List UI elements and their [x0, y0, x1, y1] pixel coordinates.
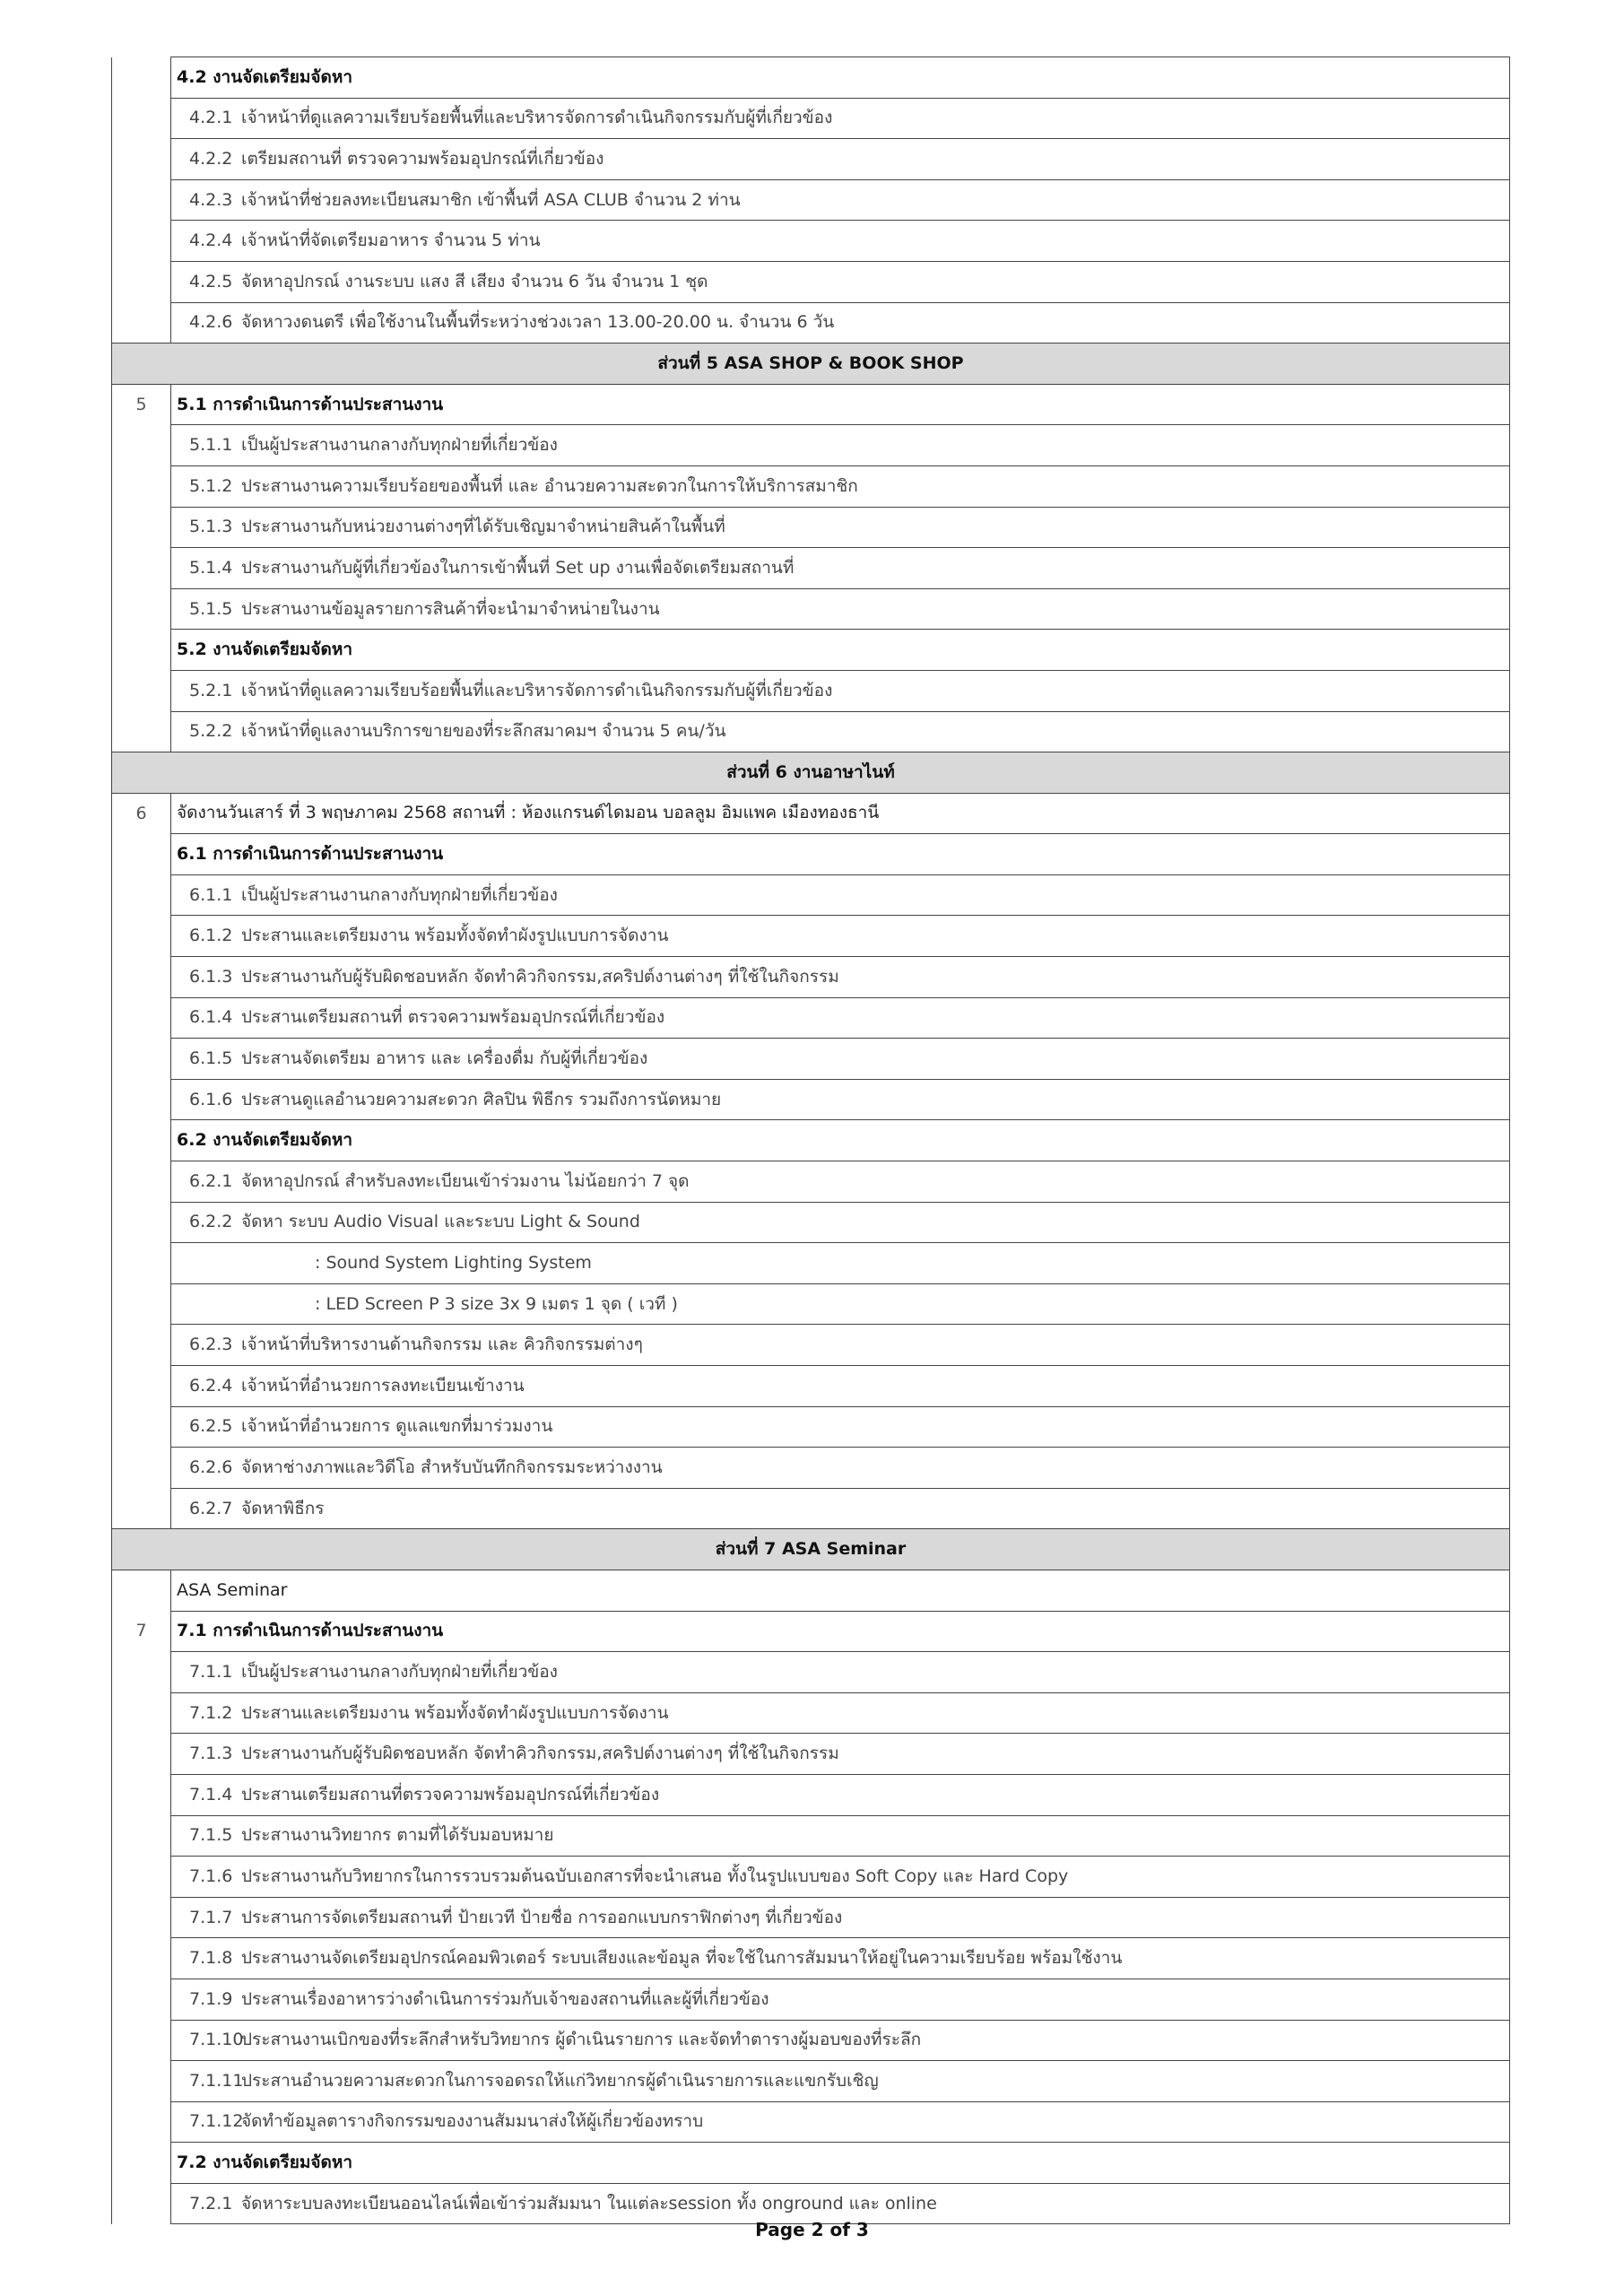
- section-number: [112, 1448, 171, 1489]
- item-text: จัดหาอุปกรณ์ สำหรับลงทะเบียนเข้าร่วมงาน ไม่น้อยกว่า 7 จุด: [241, 1170, 690, 1191]
- section-number: [112, 1570, 171, 1611]
- task-row: [112, 1406, 1510, 1448]
- task-row: [112, 1202, 1510, 1243]
- item-code: 6.2.4: [189, 1375, 233, 1396]
- item-text: ประสานงานกับผู้ที่เกี่ยวข้องในการเข้าพื้นที่ Set up งานเพื่อจัดเตรียมสถานที่: [241, 557, 795, 578]
- row-content: [171, 1202, 1510, 1243]
- task-row: [112, 997, 1510, 1039]
- section-number: [112, 957, 171, 998]
- task-row: [112, 711, 1510, 752]
- row-content: [171, 1857, 1510, 1898]
- item-code: 6.1.3: [189, 966, 233, 987]
- task-row: [112, 916, 1510, 957]
- section-number: [112, 302, 171, 344]
- item-code: 7.1.12: [189, 2111, 244, 2132]
- section-number: [112, 711, 171, 752]
- item-text: 5.2 งานจัดเตรียมจัดหา: [177, 639, 353, 660]
- section-header: ส่วนที่ 6 งานอาษาไนท์: [112, 752, 1510, 794]
- item-text: จัดงานวันเสาร์ ที่ 3 พฤษภาคม 2568 สถานที่ : ห้องแกรนด์ไดมอน บอลลูม อิมแพค เมืองทองธานี: [177, 803, 880, 823]
- section-number: [112, 1325, 171, 1366]
- item-code: 5.1.1: [189, 435, 233, 456]
- row-content: [171, 1692, 1510, 1734]
- row-content: [171, 1079, 1510, 1120]
- item-code: 7.1.11: [189, 2070, 244, 2091]
- heading-row: [112, 834, 1510, 875]
- item-code: 7.1.6: [189, 1866, 233, 1886]
- row-content: [171, 2143, 1510, 2184]
- task-row: [112, 1039, 1510, 1080]
- task-row: [112, 1692, 1510, 1734]
- task-row: [112, 179, 1510, 221]
- row-content: [171, 1774, 1510, 1815]
- task-row: [112, 2061, 1510, 2102]
- item-text: ประสานงานกับหน่วยงานต่างๆที่ได้รับเชิญมาจำหน่ายสินค้าในพื้นที่: [241, 517, 725, 537]
- row-content: [171, 793, 1510, 834]
- section-number: [112, 630, 171, 671]
- task-row: [112, 1325, 1510, 1366]
- item-code: 5.1.4: [189, 557, 233, 578]
- item-text: 7.2 งานจัดเตรียมจัดหา: [177, 2152, 353, 2173]
- task-row: [112, 1774, 1510, 1815]
- item-text: : Sound System Lighting System: [315, 1253, 592, 1274]
- item-text: เป็นผู้ประสานงานกลางกับทุกฝ่ายที่เกี่ยวข้อง: [241, 435, 558, 456]
- row-content: [171, 548, 1510, 589]
- section-number: [112, 1243, 171, 1284]
- row-content: [171, 425, 1510, 466]
- task-row: [112, 548, 1510, 589]
- section-number: [112, 2101, 171, 2143]
- section-number: [112, 1039, 171, 1080]
- row-content: [171, 179, 1510, 221]
- task-row: [112, 465, 1510, 507]
- task-row: [112, 1979, 1510, 2020]
- row-content: [171, 874, 1510, 916]
- item-code: 7.1.2: [189, 1702, 233, 1723]
- item-text: : LED Screen P 3 size 3x 9 เมตร 1 จุด ( เวที ): [315, 1293, 678, 1314]
- section-number: [112, 916, 171, 957]
- row-content: [171, 916, 1510, 957]
- item-text: ประสานจัดเตรียม อาหาร และ เครื่องดื่ม กับผู้ที่เกี่ยวข้อง: [241, 1048, 648, 1069]
- item-text: เป็นผู้ประสานงานกลางกับทุกฝ่ายที่เกี่ยวข้อง: [241, 884, 558, 905]
- item-text: ประสานเตรียมสถานที่ตรวจความพร้อมอุปกรณ์ที่เกี่ยวข้อง: [241, 1784, 660, 1805]
- item-code: 5.1.2: [189, 475, 233, 496]
- heading-row: [112, 2143, 1510, 2184]
- item-text: ประสานงานเบิกของที่ระลึกสำหรับวิทยากร ผู้ดำเนินรายการ และจัดทำตารางผู้มอบของที่ระลึก: [241, 2030, 922, 2050]
- row-content: [171, 1039, 1510, 1080]
- section-number: [112, 834, 171, 875]
- section-number: [112, 1366, 171, 1407]
- item-code: 6.2.5: [189, 1416, 233, 1437]
- task-row: [112, 1161, 1510, 1203]
- item-code: 4.2.6: [189, 312, 233, 333]
- item-code: 4.2.3: [189, 189, 233, 210]
- section-number: 7: [112, 1611, 171, 1652]
- section-number: [112, 2143, 171, 2184]
- item-code: 6.2.2: [189, 1212, 233, 1232]
- section-number: [112, 1202, 171, 1243]
- item-text: 6.2 งานจัดเตรียมจัดหา: [177, 1130, 353, 1151]
- section-number: [112, 1979, 171, 2020]
- row-content: [171, 1570, 1510, 1611]
- section-number: [112, 179, 171, 221]
- task-row: [112, 957, 1510, 998]
- item-text: เจ้าหน้าที่ดูแลงานบริการขายของที่ระลึกสมาคมฯ จำนวน 5 คน/วัน: [241, 721, 726, 742]
- row-content: [171, 1366, 1510, 1407]
- item-code: 7.1.4: [189, 1784, 233, 1805]
- section-number: [112, 1161, 171, 1203]
- task-row: [112, 302, 1510, 344]
- heading-row: [112, 1120, 1510, 1161]
- item-code: 7.2.1: [189, 2193, 233, 2213]
- schedule-table: [111, 57, 1510, 2224]
- section-number: [112, 1692, 171, 1734]
- item-code: 4.2.2: [189, 148, 233, 169]
- section-number: [112, 1815, 171, 1857]
- item-text: ประสานงานข้อมูลรายการสินค้าที่จะนำมาจำหน่ายในงาน: [241, 598, 660, 619]
- item-text: ประสานเรื่องอาหารว่างดำเนินการร่วมกับเจ้าของสถานที่และผู้ที่เกี่ยวข้อง: [241, 1988, 769, 2009]
- row-content: [171, 1161, 1510, 1203]
- heading-row: [112, 384, 1510, 425]
- row-content: [171, 1897, 1510, 1938]
- item-text: เจ้าหน้าที่ดูแลความเรียบร้อยพื้นที่และบริหารจัดการดำเนินกิจกรรมกับผู้ที่เกี่ยวข้อง: [241, 108, 833, 128]
- heading-row: [112, 57, 1510, 99]
- row-content: [171, 1652, 1510, 1693]
- item-text: ประสานงานกับผู้รับผิดชอบหลัก จัดทำคิวกิจกรรม,สคริปต์งานต่างๆ ที่ใช้ในกิจกรรม: [241, 966, 839, 987]
- item-text: จัดหาช่างภาพและวิดีโอ สำหรับบันทึกกิจกรรมระหว่างงาน: [241, 1457, 663, 1477]
- section-number: [112, 2061, 171, 2102]
- item-text: เจ้าหน้าที่อำนวยการ ดูแลแขกที่มาร่วมงาน: [241, 1416, 553, 1437]
- section-number: [112, 1488, 171, 1529]
- row-content: [171, 2020, 1510, 2061]
- section-header: ส่วนที่ 7 ASA Seminar: [112, 1529, 1510, 1570]
- item-text: ประสานและเตรียมงาน พร้อมทั้งจัดทำผังรูปแบบการจัดงาน: [241, 926, 669, 946]
- section-number: [112, 465, 171, 507]
- task-row: [112, 1488, 1510, 1529]
- item-text: 5.1 การดำเนินการด้านประสานงาน: [177, 394, 444, 414]
- item-text: ประสานงานกับวิทยากรในการรวบรวมต้นฉบับเอกสารที่จะนำเสนอ ทั้งในรูปแบบของ Soft Copy และ Hard Copy: [241, 1866, 1069, 1886]
- item-text: ประสานงานความเรียบร้อยของพื้นที่ และ อำนวยความสะดวกในการให้บริการสมาชิก: [241, 475, 858, 496]
- row-content: [171, 1448, 1510, 1489]
- row-content: [171, 834, 1510, 875]
- row-content: [171, 670, 1510, 711]
- item-code: 7.1.3: [189, 1744, 233, 1764]
- item-text: เจ้าหน้าที่อำนวยการลงทะเบียนเข้างาน: [241, 1375, 525, 1396]
- task-row: [112, 1243, 1510, 1284]
- item-code: 5.1.5: [189, 598, 233, 619]
- item-text: เจ้าหน้าที่บริหารงานด้านกิจกรรม และ คิวกิจกรรมต่างๆ: [241, 1335, 643, 1355]
- section-number: [112, 139, 171, 180]
- row-content: [171, 139, 1510, 180]
- row-content: [171, 507, 1510, 548]
- row-content: [171, 57, 1510, 99]
- item-code: 5.2.2: [189, 721, 233, 742]
- task-row: [112, 1815, 1510, 1857]
- heading-row: [112, 630, 1510, 671]
- section-number: [112, 2020, 171, 2061]
- row-content: [171, 302, 1510, 344]
- row-content: [171, 1979, 1510, 2020]
- section-number: [112, 874, 171, 916]
- row-content: [171, 98, 1510, 139]
- task-row: [112, 139, 1510, 180]
- section-number: [112, 1120, 171, 1161]
- row-content: [171, 1325, 1510, 1366]
- item-text: ประสานเตรียมสถานที่ ตรวจความพร้อมอุปกรณ์ที่เกี่ยวข้อง: [241, 1007, 665, 1028]
- item-code: 6.2.7: [189, 1498, 233, 1518]
- section-number: [112, 670, 171, 711]
- task-row: [112, 2101, 1510, 2143]
- item-code: 6.1.5: [189, 1048, 233, 1069]
- task-row: [112, 425, 1510, 466]
- section-number: [112, 57, 171, 99]
- item-text: ประสานงานกับผู้รับผิดชอบหลัก จัดทำคิวกิจกรรม,สคริปต์งานต่างๆ ที่ใช้ในกิจกรรม: [241, 1744, 839, 1764]
- item-code: 5.2.1: [189, 680, 233, 700]
- item-code: 6.1.6: [189, 1089, 233, 1109]
- row-content: [171, 1406, 1510, 1448]
- section-number: [112, 221, 171, 262]
- heading-row: [112, 1570, 1510, 1611]
- task-row: [112, 1734, 1510, 1775]
- section-number: [112, 1774, 171, 1815]
- item-text: ประสานงานจัดเตรียมอุปกรณ์คอมพิวเตอร์ ระบบเสียงและข้อมูล ที่จะใช้ในการสัมมนาให้อยู่ในความเรียบร้อย พร้อมใช้งาน: [241, 1948, 1123, 1969]
- section-number: 6: [112, 793, 171, 834]
- item-text: จัดหาระบบลงทะเบียนออนไลน์เพื่อเข้าร่วมสัมมนา ในแต่ละsession ทั้ง onground และ online: [241, 2193, 937, 2213]
- item-text: จัดหาวงดนตรี เพื่อใช้งานในพื้นที่ระหว่างช่วงเวลา 13.00-20.00 น. จำนวน 6 วัน: [241, 312, 835, 333]
- task-row: [112, 1938, 1510, 1979]
- item-text: ประสานงานวิทยากร ตามที่ได้รับมอบหมาย: [241, 1825, 554, 1846]
- task-row: [112, 2020, 1510, 2061]
- item-code: 6.1.1: [189, 884, 233, 905]
- item-code: 4.2.5: [189, 271, 233, 291]
- item-text: ประสานและเตรียมงาน พร้อมทั้งจัดทำผังรูปแบบการจัดงาน: [241, 1702, 669, 1723]
- item-code: 7.1.1: [189, 1661, 233, 1682]
- section-number: [112, 261, 171, 302]
- item-text: เตรียมสถานที่ ตรวจความพร้อมอุปกรณ์ที่เกี่ยวข้อง: [241, 148, 604, 169]
- item-code: 6.1.2: [189, 926, 233, 946]
- heading-row: [112, 1611, 1510, 1652]
- section-header-row: [112, 1529, 1510, 1570]
- item-text: ประสานการจัดเตรียมสถานที่ ป้ายเวที ป้ายชื่อ การออกแบบกราฟิกต่างๆ ที่เกี่ยวข้อง: [241, 1907, 843, 1927]
- row-content: [171, 261, 1510, 302]
- task-row: [112, 1283, 1510, 1325]
- row-content: [171, 2101, 1510, 2143]
- item-code: 6.2.6: [189, 1457, 233, 1477]
- item-code: 6.2.1: [189, 1170, 233, 1191]
- section-number: 5: [112, 384, 171, 425]
- item-code: 7.1.7: [189, 1907, 233, 1927]
- row-content: [171, 957, 1510, 998]
- row-content: [171, 630, 1510, 671]
- item-text: 6.1 การดำเนินการด้านประสานงาน: [177, 844, 444, 865]
- row-content: [171, 1734, 1510, 1775]
- task-row: [112, 874, 1510, 916]
- item-code: 6.2.3: [189, 1335, 233, 1355]
- item-text: ประสานดูแลอำนวยความสะดวก ศิลปิน พิธีกร รวมถึงการนัดหมาย: [241, 1089, 722, 1109]
- row-content: [171, 1611, 1510, 1652]
- section-number: [112, 1079, 171, 1120]
- row-content: [171, 1120, 1510, 1161]
- item-text: จัดหาพิธีกร: [241, 1498, 325, 1518]
- item-text: จัดหา ระบบ Audio Visual และระบบ Light & Sound: [241, 1212, 640, 1232]
- section-number: [112, 425, 171, 466]
- item-code: 7.1.10: [189, 2030, 244, 2050]
- item-text: ประสานอำนวยความสะดวกในการจอดรถให้แก่วิทยากรผู้ดำเนินรายการและแขกรับเชิญ: [241, 2070, 879, 2091]
- section-number: [112, 1283, 171, 1325]
- task-row: [112, 1897, 1510, 1938]
- task-row: [112, 221, 1510, 262]
- task-row: [112, 670, 1510, 711]
- row-content: [171, 997, 1510, 1039]
- task-row: [112, 507, 1510, 548]
- item-code: 5.1.3: [189, 517, 233, 537]
- row-content: [171, 1283, 1510, 1325]
- section-number: [112, 1734, 171, 1775]
- item-text: ASA Seminar: [177, 1579, 288, 1600]
- item-text: 7.1 การดำเนินการด้านประสานงาน: [177, 1621, 444, 1641]
- task-row: [112, 1448, 1510, 1489]
- row-content: [171, 221, 1510, 262]
- section-number: [112, 588, 171, 630]
- heading-row: [112, 793, 1510, 834]
- item-code: 7.1.8: [189, 1948, 233, 1969]
- item-text: เจ้าหน้าที่จัดเตรียมอาหาร จำนวน 5 ท่าน: [241, 230, 541, 251]
- row-content: [171, 1488, 1510, 1529]
- item-text: 4.2 งานจัดเตรียมจัดหา: [177, 66, 353, 87]
- item-code: 6.1.4: [189, 1007, 233, 1028]
- section-number: [112, 98, 171, 139]
- table-body: [112, 57, 1510, 2224]
- section-number: [112, 1857, 171, 1898]
- item-text: จัดทำข้อมูลตารางกิจกรรมของงานสัมมนาส่งให้ผู้เกี่ยวข้องทราบ: [241, 2111, 704, 2132]
- section-number: [112, 1652, 171, 1693]
- task-row: [112, 1079, 1510, 1120]
- item-code: 7.1.9: [189, 1988, 233, 2009]
- item-text: เจ้าหน้าที่ดูแลความเรียบร้อยพื้นที่และบริหารจัดการดำเนินกิจกรรมกับผู้ที่เกี่ยวข้อง: [241, 680, 833, 700]
- task-row: [112, 1366, 1510, 1407]
- section-number: [112, 548, 171, 589]
- item-text: เจ้าหน้าที่ช่วยลงทะเบียนสมาชิก เข้าพื้นที่ ASA CLUB จำนวน 2 ท่าน: [241, 189, 741, 210]
- item-text: จัดหาอุปกรณ์ งานระบบ แสง สี เสียง จำนวน 6 วัน จำนวน 1 ชุด: [241, 271, 708, 291]
- row-content: [171, 2061, 1510, 2102]
- task-row: [112, 261, 1510, 302]
- item-code: 4.2.1: [189, 108, 233, 128]
- task-row: [112, 1857, 1510, 1898]
- section-number: [112, 1897, 171, 1938]
- section-header-row: [112, 752, 1510, 794]
- task-row: [112, 1652, 1510, 1693]
- item-code: 7.1.5: [189, 1825, 233, 1846]
- item-text: เป็นผู้ประสานงานกลางกับทุกฝ่ายที่เกี่ยวข้อง: [241, 1661, 558, 1682]
- row-content: [171, 1815, 1510, 1857]
- section-header: ส่วนที่ 5 ASA SHOP & BOOK SHOP: [112, 344, 1510, 385]
- row-content: [171, 711, 1510, 752]
- row-content: [171, 384, 1510, 425]
- page-footer: Page 2 of 3: [755, 2219, 869, 2240]
- task-row: [112, 98, 1510, 139]
- task-row: [112, 588, 1510, 630]
- section-number: [112, 997, 171, 1039]
- section-header-row: [112, 344, 1510, 385]
- section-number: [112, 1406, 171, 1448]
- item-code: 4.2.4: [189, 230, 233, 251]
- row-content: [171, 1243, 1510, 1284]
- row-content: [171, 465, 1510, 507]
- row-content: [171, 1938, 1510, 1979]
- section-number: [112, 1938, 171, 1979]
- row-content: [171, 588, 1510, 630]
- section-number: [112, 507, 171, 548]
